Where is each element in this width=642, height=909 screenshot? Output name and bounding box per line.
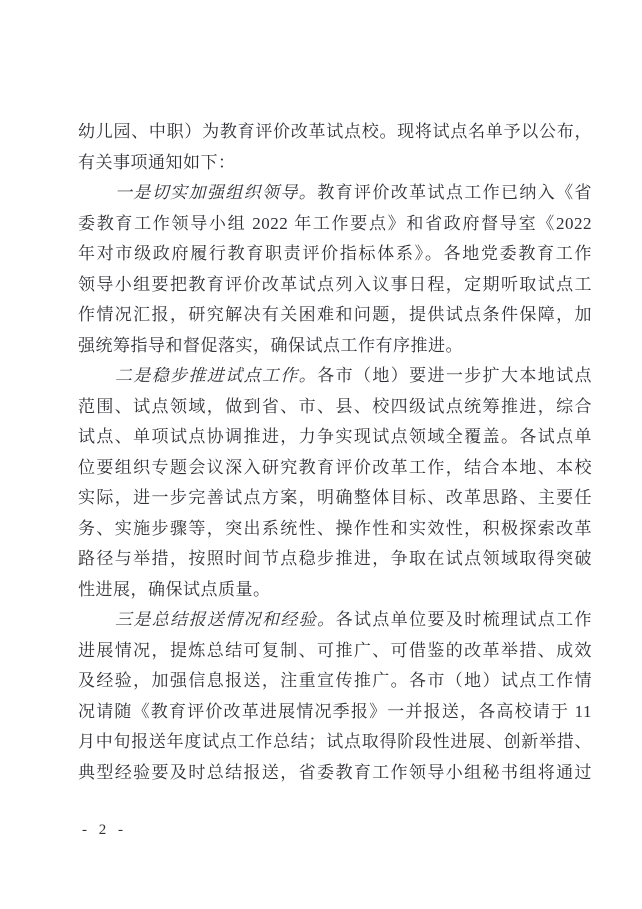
text-line: 委教育工作领导小组 2022 年工作要点》和省政府督导室《2022 bbox=[78, 213, 592, 233]
text-line: 性进展，确保试点质量。 bbox=[78, 579, 271, 599]
text-line: 强统筹指导和督促落实，确保试点工作有序推进。 bbox=[78, 335, 463, 355]
text-line: 实际，进一步完善试点方案，明确整体目标、改革思路、主要任 bbox=[78, 488, 592, 507]
text-line: 典型经验要及时总结报送，省委教育工作领导小组秘书组将通过 bbox=[78, 762, 592, 782]
text-line: 范围、试点领域，做到省、市、县、校四级试点统筹推进，综合 bbox=[78, 396, 592, 416]
text-line: 一是切实加强组织领导。教育评价改革试点工作已纳入《省 bbox=[115, 183, 592, 202]
page-number: - 2 - bbox=[82, 822, 127, 838]
text-line: 领导小组要把教育评价改革试点列入议事日程，定期听取试点工 bbox=[78, 274, 592, 294]
text-line: 试点、单项试点协调推进，力争实现试点领域全覆盖。各试点单 bbox=[78, 427, 592, 446]
paragraph-lead: 一是切实加强组织领导。 bbox=[115, 183, 318, 202]
text-line: 三是总结报送情况和经验。各试点单位要及时梳理试点工作 bbox=[115, 610, 592, 629]
text-line: 月中旬报送年度试点工作总结；试点取得阶段性进展、创新举措、 bbox=[78, 732, 592, 751]
text-line: 况请随《教育评价改革进展情况季报》一并报送，各高校请于 11 bbox=[78, 701, 592, 721]
text-line: 幼儿园、中职）为教育评价改革试点校。现将试点名单予以公布， bbox=[78, 122, 592, 141]
text-line: 进展情况，提炼总结可复制、可推广、可借鉴的改革举措、成效 bbox=[78, 640, 592, 660]
text-line: 位要组织专题会议深入研究教育评价改革工作，结合本地、本校 bbox=[78, 457, 592, 477]
text-line: 年对市级政府履行教育职责评价指标体系》。各地党委教育工作 bbox=[78, 244, 592, 263]
text-line: 路径与举措，按照时间节点稳步推进，争取在试点领域取得突破 bbox=[78, 549, 592, 568]
text-line: 及经验，加强信息报送，注重宣传推广。各市（地）试点工作情 bbox=[78, 671, 592, 690]
paragraph-lead: 三是总结报送情况和经验。 bbox=[115, 610, 336, 629]
document-body bbox=[78, 117, 592, 788]
text-line: 有关事项通知如下： bbox=[78, 152, 236, 172]
text-line: 务、实施步骤等，突出系统性、操作性和实效性，积极探索改革 bbox=[78, 518, 592, 538]
text-line: 二是稳步推进试点工作。各市（地）要进一步扩大本地试点 bbox=[115, 366, 592, 385]
text-line: 作情况汇报，研究解决有关困难和问题，提供试点条件保障，加 bbox=[78, 305, 592, 324]
paragraph-lead: 二是稳步推进试点工作。 bbox=[115, 366, 318, 385]
